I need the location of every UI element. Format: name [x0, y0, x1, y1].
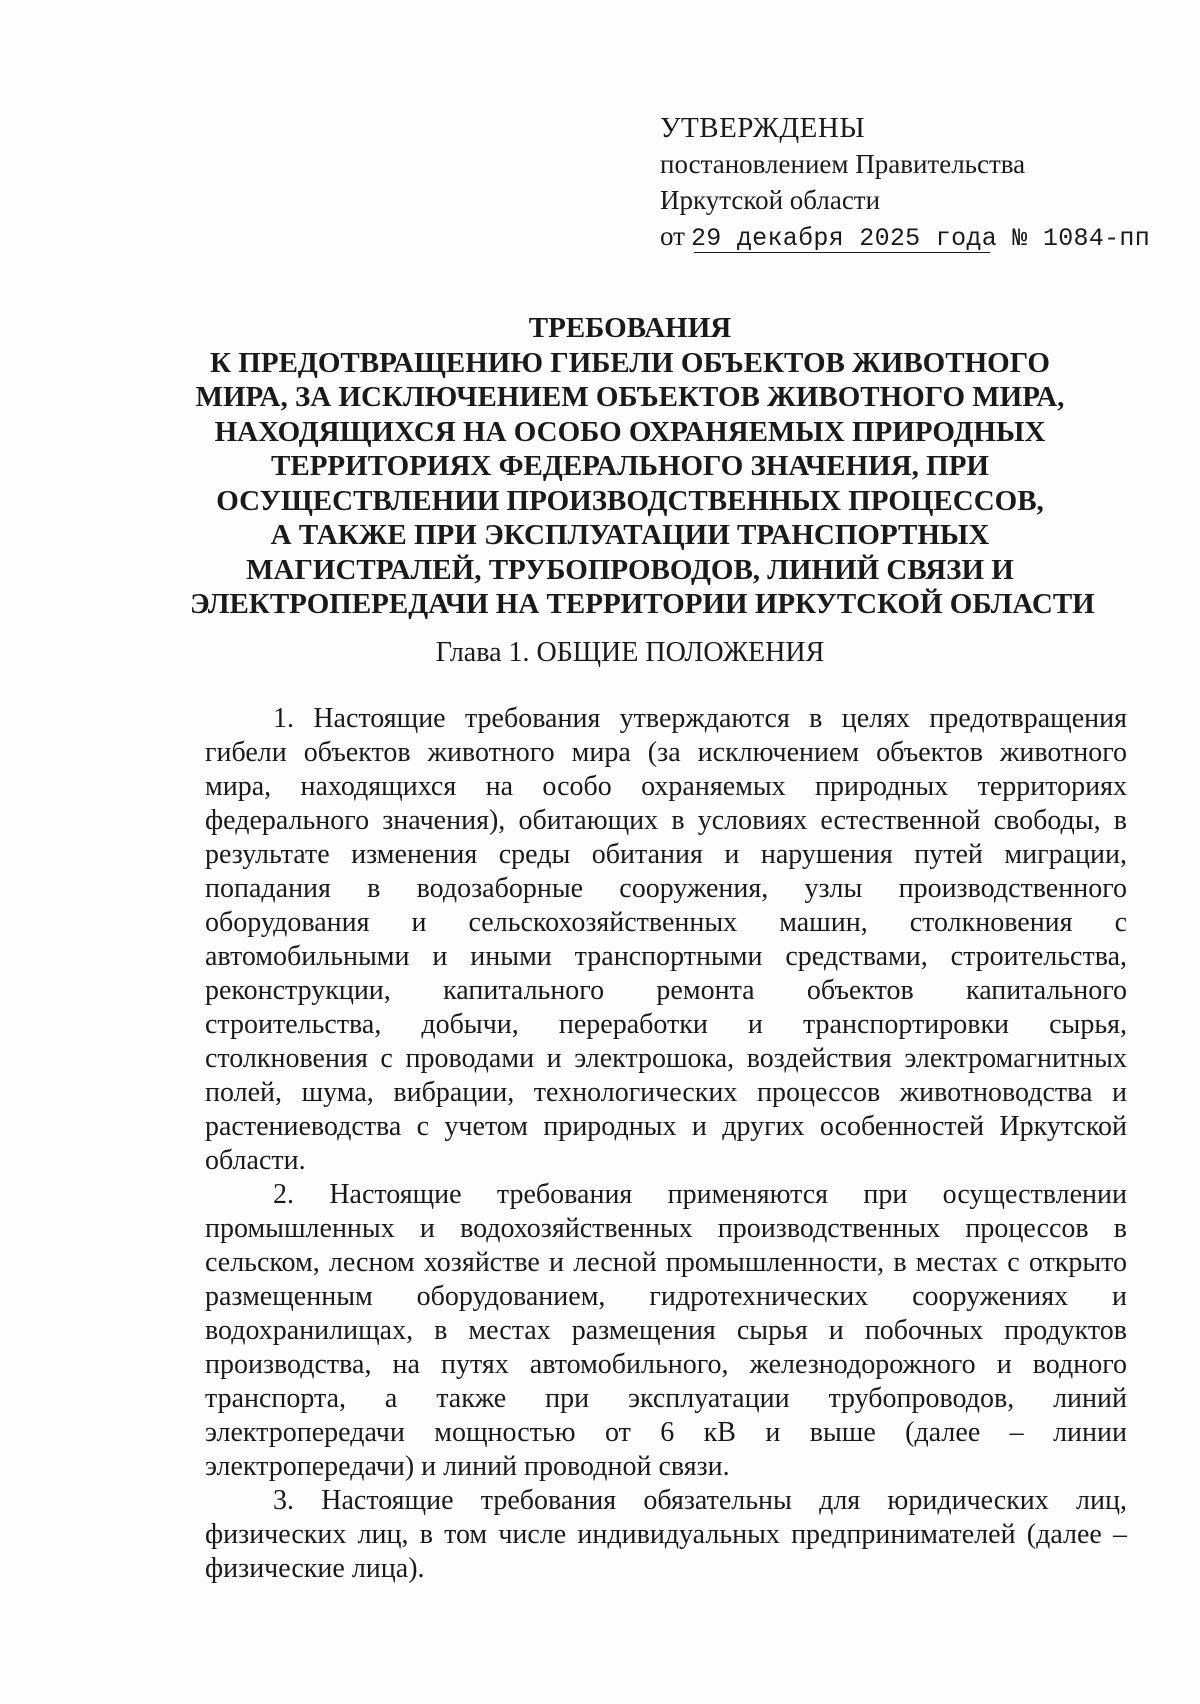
- title-line: ТЕРРИТОРИЯХ ФЕДЕРАЛЬНОГО ЗНАЧЕНИЯ, ПРИ: [271, 450, 989, 482]
- approval-line-1: постановлением Правительства: [660, 149, 1026, 179]
- document-title: [190, 311, 1095, 622]
- approval-heading: УТВЕРЖДЕНЫ: [660, 112, 866, 144]
- paragraph-2: 2. Настоящие требования применяются при осуществлении промышленных и водохозяйственных производственных процессов в сельском, лесном хозяйстве и лесной промышленности, в местах с открыто размещенным оборудованием, гидротехнических сооружениях и водохранилищах, в местах размещения сырья и побочных продуктов производства, на путях автомобильного, железнодорожного и водного транспорта, а также при эксплуатации трубопроводов, линий электропередачи мощностью от 6 кВ и выше (далее – линии электропередачи) и линий проводной связи.: [205, 1179, 1127, 1482]
- paragraph-1: 1. Настоящие требования утверждаются в целях предотвращения гибели объектов животного мира (за исключением объектов животного мира, находящихся на особо охраняемых природных территориях федерального значения), обитающих в условиях естественной свободы, в результате изменения среды обитания и нарушения путей миграции, попадания в водозаборные сооружения, узлы производственного оборудования и сельскохозяйственных машин, столкновения с автомобильными и иными транспортными средствами, строительства, реконструкции, капитального ремонта объектов капитального строительства, добычи, переработки и транспортировки сырья, столкновения с проводами и электрошока, воздействия электромагнитных полей, шума, вибрации, технологических процессов животноводства и растениеводства с учетом природных и других особенностей Иркутской области.: [205, 703, 1127, 1176]
- paragraph-3: 3. Настоящие требования обязательны для юридических лиц, физических лиц, в том числе индивидуальных предпринимателей (далее – физические лица).: [205, 1485, 1127, 1584]
- approval-line-2: Иркутской области: [660, 185, 881, 215]
- approval-date-underline: [694, 252, 990, 253]
- document-body: [205, 702, 1127, 1586]
- title-line: ЭЛЕКТРОПЕРЕДАЧИ НА ТЕРРИТОРИИ ИРКУТСКОЙ ОБЛАСТИ: [190, 588, 1095, 620]
- approval-date-row: [660, 218, 1151, 257]
- title-line: ОСУЩЕСТВЛЕНИИ ПРОИЗВОДСТВЕННЫХ ПРОЦЕССОВ,: [216, 484, 1044, 517]
- chapter-heading: Глава 1. ОБЩИЕ ПОЛОЖЕНИЯ: [435, 637, 825, 668]
- approval-date-prefix: от: [660, 221, 685, 251]
- approval-stamp: [660, 110, 1151, 257]
- title-line: А ТАКЖЕ ПРИ ЭКСПЛУАТАЦИИ ТРАНСПОРТНЫХ: [270, 519, 990, 551]
- title-line: НАХОДЯЩИХСЯ НА ОСОБО ОХРАНЯЕМЫХ ПРИРОДНЫХ: [214, 415, 1046, 448]
- title-line: МИРА, ЗА ИСКЛЮЧЕНИЕМ ОБЪЕКТОВ ЖИВОТНОГО МИРА,: [195, 381, 1065, 413]
- approval-date-value: 29 декабря 2025 года № 1084-пп: [690, 224, 1151, 253]
- title-line: К ПРЕДОТВРАЩЕНИЮ ГИБЕЛИ ОБЪЕКТОВ ЖИВОТНОГО: [210, 346, 1050, 379]
- title-line: МАГИСТРАЛЕЙ, ТРУБОПРОВОДОВ, ЛИНИЙ СВЯЗИ И: [246, 553, 1014, 586]
- title-line: ТРЕБОВАНИЯ: [528, 312, 732, 344]
